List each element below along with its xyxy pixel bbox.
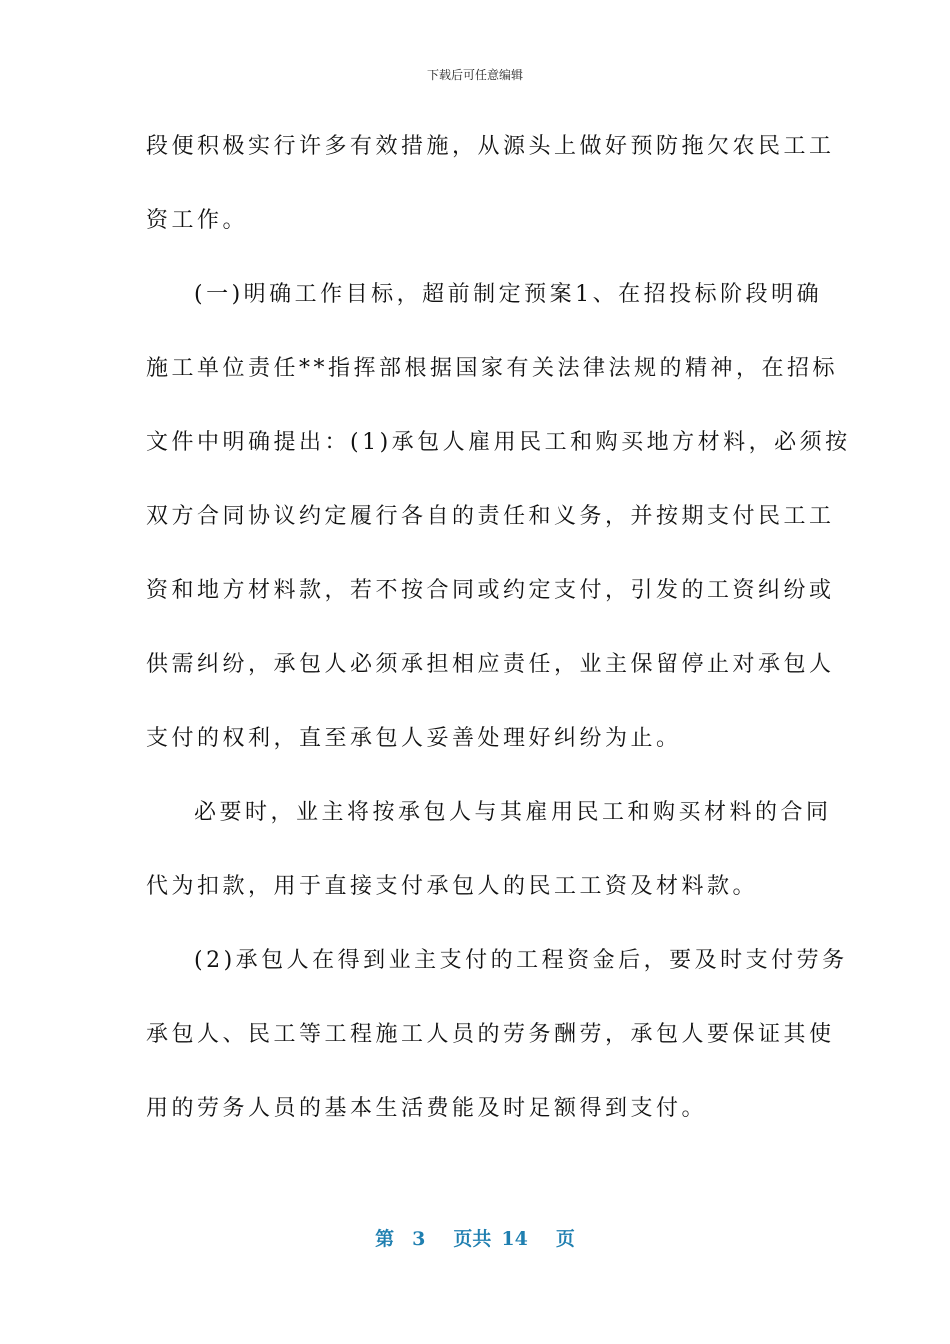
body-line: 资和地方材料款，若不按合同或约定支付，引发的工资纠纷或 bbox=[146, 578, 835, 603]
document-body bbox=[146, 122, 851, 1158]
body-line: 用的劳务人员的基本生活费能及时足额得到支付。 bbox=[146, 1096, 708, 1121]
body-line: 代为扣款，用于直接支付承包人的民工工资及材料款。 bbox=[146, 874, 759, 899]
body-line: (2)承包人在得到业主支付的工程资金后，要及时支付劳务 bbox=[194, 948, 848, 973]
body-line: 文件中明确提出：(1)承包人雇用民工和购买地方材料，必须按 bbox=[146, 430, 851, 455]
page-footer bbox=[0, 1226, 950, 1252]
body-line: 段便积极实行许多有效措施，从源头上做好预防拖欠农民工工 bbox=[146, 134, 835, 159]
body-line: 承包人、民工等工程施工人员的劳务酬劳，承包人要保证其使 bbox=[146, 1022, 835, 1047]
footer-total-pages: 14 bbox=[501, 1228, 528, 1250]
footer-middle: 页共 bbox=[453, 1228, 492, 1250]
header-note: 下载后可任意编辑 bbox=[426, 68, 523, 82]
body-line: 资工作。 bbox=[146, 208, 249, 233]
body-line: 支付的权利，直至承包人妥善处理好纠纷为止。 bbox=[146, 726, 682, 751]
body-line: 施工单位责任**指挥部根据国家有关法律法规的精神，在招标 bbox=[146, 356, 839, 381]
footer-current-page: 3 bbox=[412, 1228, 426, 1250]
footer-prefix: 第 bbox=[375, 1228, 395, 1250]
body-line: 必要时，业主将按承包人与其雇用民工和购买材料的合同 bbox=[194, 800, 832, 825]
body-line: 双方合同协议约定履行各自的责任和义务，并按期支付民工工 bbox=[146, 504, 835, 529]
footer-suffix: 页 bbox=[555, 1228, 575, 1250]
body-line: (一)明确工作目标，超前制定预案1、在招投标阶段明确 bbox=[194, 282, 823, 307]
body-line: 供需纠纷，承包人必须承担相应责任，业主保留停止对承包人 bbox=[146, 652, 835, 677]
